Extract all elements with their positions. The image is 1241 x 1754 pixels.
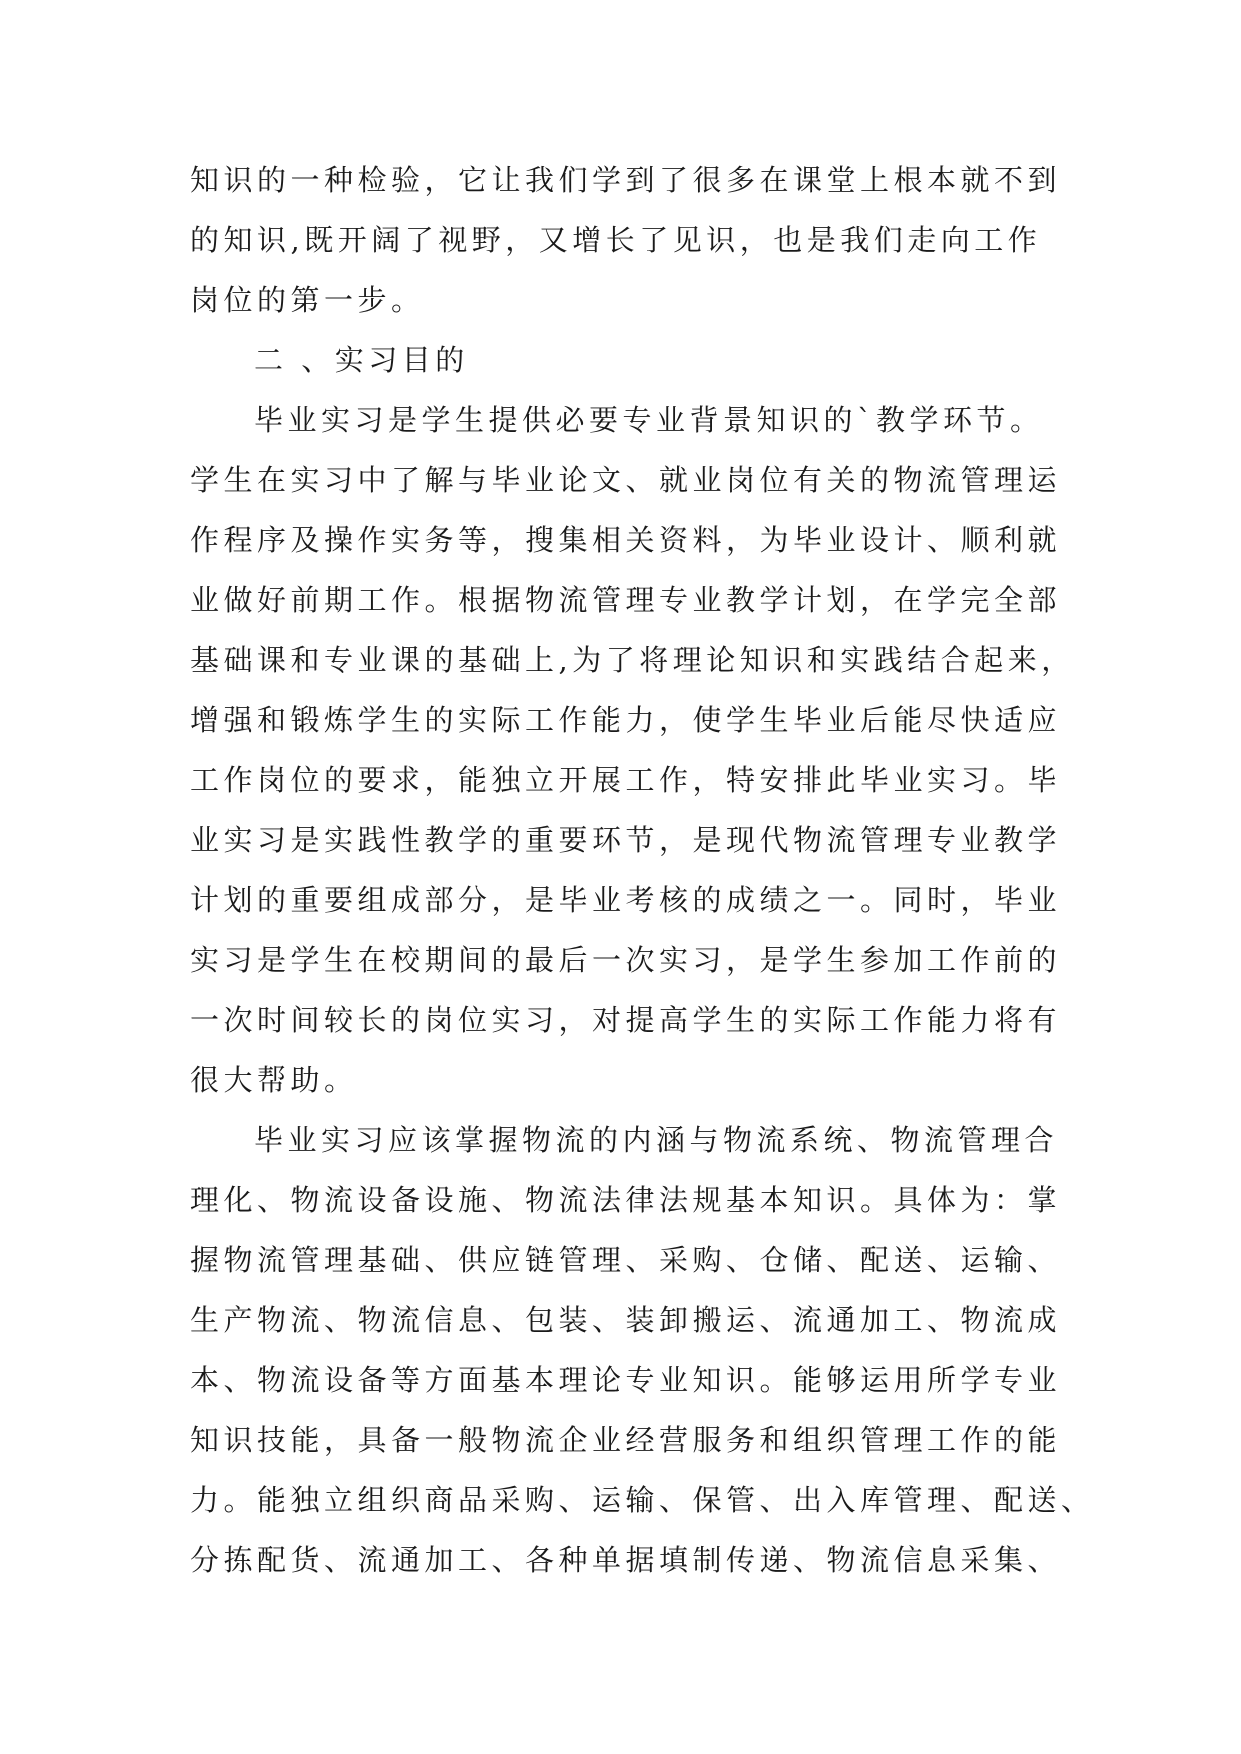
text-line: 业做好前期工作。根据物流管理专业教学计划，在学完全部: [190, 583, 1062, 617]
text-line: 很大帮助。: [190, 1063, 358, 1097]
text-line: 实习是学生在校期间的最后一次实习，是学生参加工作前的: [190, 943, 1062, 977]
text-line: 理化、物流设备设施、物流法律法规基本知识。具体为：掌: [190, 1183, 1062, 1217]
text-line: 业实习是实践性教学的重要环节，是现代物流管理专业教学: [190, 823, 1062, 857]
text-line: 知识的一种检验，它让我们学到了很多在课堂上根本就不到: [190, 163, 1062, 197]
text-line: 基础课和专业课的基础上,为了将理论知识和实践结合起来，: [190, 643, 1075, 677]
text-line: 分拣配货、流通加工、各种单据填制传递、物流信息采集、: [190, 1543, 1062, 1577]
text-line: 握物流管理基础、供应链管理、采购、仓储、配送、运输、: [190, 1243, 1062, 1277]
text-line: 增强和锻炼学生的实际工作能力，使学生毕业后能尽快适应: [190, 703, 1062, 737]
text-line: 岗位的第一步。: [190, 283, 425, 317]
text-line: 学生在实习中了解与毕业论文、就业岗位有关的物流管理运: [190, 463, 1062, 497]
document-body: [190, 150, 1095, 1590]
text-line: 力。能独立组织商品采购、运输、保管、出入库管理、配送、: [190, 1483, 1095, 1517]
text-line: 知识技能，具备一般物流企业经营服务和组织管理工作的能: [190, 1423, 1062, 1457]
text-line: 工作岗位的要求，能独立开展工作，特安排此毕业实习。毕: [190, 763, 1062, 797]
text-line: 本、物流设备等方面基本理论专业知识。能够运用所学专业: [190, 1363, 1062, 1397]
section-heading: 二 、实习目的: [254, 343, 469, 377]
text-line: 毕业实习应该掌握物流的内涵与物流系统、物流管理合: [254, 1123, 1059, 1157]
text-line: 作程序及操作实务等，搜集相关资料，为毕业设计、顺利就: [190, 523, 1062, 557]
text-line: 一次时间较长的岗位实习，对提高学生的实际工作能力将有: [190, 1003, 1062, 1037]
text-line: 的知识,既开阔了视野，又增长了见识，也是我们走向工作: [190, 223, 1042, 257]
text-line: 计划的重要组成部分，是毕业考核的成绩之一。同时，毕业: [190, 883, 1062, 917]
text-line: 毕业实习是学生提供必要专业背景知识的`教学环节。: [254, 403, 1044, 437]
text-line: 生产物流、物流信息、包装、装卸搬运、流通加工、物流成: [190, 1303, 1062, 1337]
